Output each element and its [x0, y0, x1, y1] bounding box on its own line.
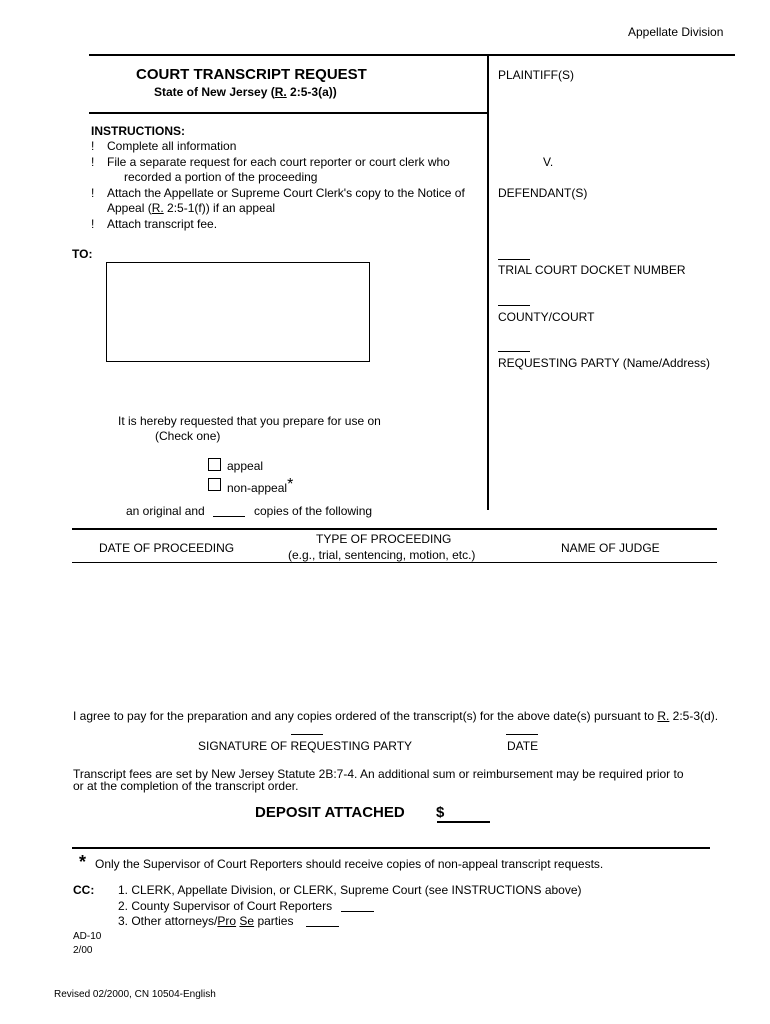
versus-label: V. — [543, 155, 554, 169]
footnote-asterisk: * — [79, 852, 87, 872]
footnote-rule — [72, 847, 710, 849]
instruction-bullet: ! — [91, 139, 95, 153]
appeal-option-label: appeal — [227, 459, 264, 473]
division-label: Appellate Division — [628, 25, 724, 39]
defendant-label: DEFENDANT(S) — [498, 186, 588, 200]
table-bottom-rule — [72, 562, 717, 563]
deposit-label: DEPOSIT ATTACHED — [255, 804, 405, 821]
to-label: TO: — [72, 247, 93, 261]
instruction-bullet: ! — [91, 217, 95, 231]
cc-item-2: 2. County Supervisor of Court Reporters — [118, 899, 333, 913]
cc-item-3-blank[interactable] — [306, 926, 339, 927]
column-date: DATE OF PROCEEDING — [99, 541, 235, 555]
original-copies-prefix: an original and — [126, 504, 205, 518]
form-code: AD-10 — [73, 931, 102, 942]
date-label: DATE — [507, 739, 539, 753]
docket-label: TRIAL COURT DOCKET NUMBER — [498, 263, 686, 277]
cc-label: CC: — [73, 883, 95, 897]
copies-count-blank[interactable] — [213, 516, 245, 517]
instruction-item-4: Attach transcript fee. — [107, 217, 218, 231]
request-line-1: It is hereby requested that you prepare for use on — [118, 414, 381, 428]
county-label: COUNTY/COURT — [498, 310, 595, 324]
column-judge: NAME OF JUDGE — [561, 541, 660, 555]
fees-line-2: or at the completion of the transcript order. — [73, 779, 299, 793]
cc-item-1: 1. CLERK, Appellate Division, or CLERK, Supreme Court (see INSTRUCTIONS above) — [118, 883, 582, 897]
form-subtitle: State of New Jersey (R. 2:5-3(a)) — [154, 85, 337, 99]
form-date-code: 2/00 — [73, 945, 93, 956]
non-appeal-checkbox[interactable] — [208, 478, 221, 491]
request-line-2: (Check one) — [155, 429, 221, 443]
requesting-party-blank[interactable] — [498, 351, 530, 352]
signature-label: SIGNATURE OF REQUESTING PARTY — [198, 739, 413, 753]
revision-footer: Revised 02/2000, CN 10504-English — [54, 989, 216, 1000]
plaintiff-label: PLAINTIFF(S) — [498, 68, 575, 82]
title-rule — [89, 112, 488, 114]
agreement-text: I agree to pay for the preparation and any copies ordered of the transcript(s) for the above date(s) pursuant to R. 2:5-3(d). — [73, 709, 719, 723]
signature-blank[interactable] — [291, 734, 323, 735]
top-rule — [89, 54, 735, 56]
center-divider — [487, 54, 489, 510]
original-copies-suffix: copies of the following — [254, 504, 373, 518]
fees-line-1: Transcript fees are set by New Jersey Statute 2B:7-4. An additional sum or reimbursement may be required prior to — [73, 767, 684, 781]
instruction-item-2-cont: recorded a portion of the proceeding — [124, 170, 318, 184]
docket-blank[interactable] — [498, 259, 530, 260]
instruction-item-3: Attach the Appellate or Supreme Court Clerk's copy to the Notice of — [107, 186, 465, 200]
instructions-heading: INSTRUCTIONS: — [91, 124, 185, 138]
date-blank[interactable] — [506, 734, 538, 735]
deposit-currency: $ — [436, 804, 445, 821]
table-top-rule — [72, 528, 717, 530]
instruction-bullet: ! — [91, 186, 95, 200]
column-type: TYPE OF PROCEEDING — [316, 532, 452, 546]
instruction-item-1: Complete all information — [107, 139, 237, 153]
county-blank[interactable] — [498, 305, 530, 306]
column-type-example: (e.g., trial, sentencing, motion, etc.) — [288, 548, 476, 562]
to-address-box[interactable] — [106, 262, 370, 362]
form-title: COURT TRANSCRIPT REQUEST — [136, 66, 367, 83]
requesting-party-label: REQUESTING PARTY (Name/Address) — [498, 356, 711, 370]
cc-item-2-blank[interactable] — [341, 911, 374, 912]
cc-item-3: 3. Other attorneys/Pro Se parties — [118, 914, 294, 928]
instruction-bullet: ! — [91, 155, 95, 169]
appeal-checkbox[interactable] — [208, 458, 221, 471]
instruction-item-2: File a separate request for each court reporter or court clerk who — [107, 155, 450, 169]
instruction-item-3-cont: Appeal (R. 2:5-1(f)) if an appeal — [107, 201, 276, 215]
footnote-text: Only the Supervisor of Court Reporters should receive copies of non-appeal transcript requests. — [95, 857, 604, 871]
deposit-amount-blank[interactable] — [437, 821, 490, 823]
non-appeal-option-label: non-appeal* — [227, 476, 294, 495]
